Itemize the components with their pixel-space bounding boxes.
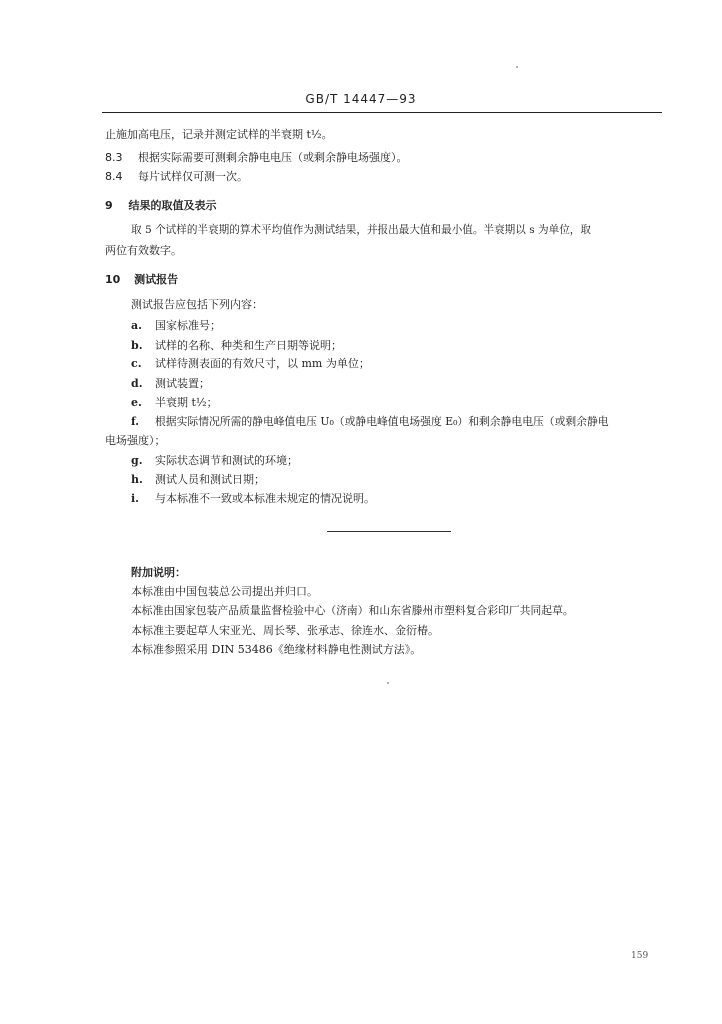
section-number: 8.4 bbox=[105, 170, 123, 183]
section-10-heading bbox=[105, 273, 178, 287]
report-item-e bbox=[131, 396, 218, 410]
report-item-f bbox=[131, 415, 609, 429]
section-number: 8.3 bbox=[105, 151, 123, 164]
item-label: i. bbox=[131, 492, 140, 505]
item-text: 测试人员和测试日期； bbox=[155, 473, 265, 486]
item-label: h. bbox=[131, 473, 143, 486]
scan-speck bbox=[387, 682, 389, 684]
item-text: 国家标准号； bbox=[155, 319, 221, 332]
header-rule bbox=[102, 112, 662, 113]
section-8-4 bbox=[105, 170, 248, 184]
section-text: 每片试样仅可测一次。 bbox=[138, 170, 248, 183]
report-item-a bbox=[131, 319, 221, 333]
separator-rule bbox=[327, 531, 451, 532]
report-intro: 测试报告应包括下列内容： bbox=[131, 298, 263, 311]
item-label: d. bbox=[131, 377, 143, 390]
standard-header: GB/T 14447—93 bbox=[305, 92, 417, 106]
section-9-paragraph-line-1: 取 5 个试样的半衰期的算术平均值作为测试结果，并报出最大值和最小值。半衰期以 s 为单位，取 bbox=[131, 224, 591, 236]
item-label: b. bbox=[131, 339, 143, 352]
notes-line: 本标准主要起草人宋亚光、周长琴、张承志、徐连水、金衍椿。 bbox=[131, 624, 439, 637]
report-item-b bbox=[131, 339, 342, 353]
notes-line: 本标准参照采用 DIN 53486《绝缘材料静电性测试方法》。 bbox=[131, 643, 422, 656]
notes-title: 附加说明： bbox=[131, 566, 186, 579]
section-number: 10 bbox=[105, 273, 121, 286]
item-text: 根据实际情况所需的静电峰值电压 U₀（或静电峰值电场强度 E₀）和剩余静电电压（或剩余静电 bbox=[155, 415, 609, 428]
item-label: f. bbox=[131, 415, 140, 428]
notes-line: 本标准由国家包装产品质量监督检验中心（济南）和山东省滕州市塑料复合彩印厂共同起草。 bbox=[131, 604, 574, 617]
report-item-f-continued: 电场强度）； bbox=[105, 434, 166, 447]
item-text: 半衰期 t½； bbox=[155, 396, 218, 409]
report-item-i bbox=[131, 492, 375, 506]
scan-speck bbox=[516, 66, 518, 68]
section-9-paragraph-line-2: 两位有效数字。 bbox=[105, 244, 182, 257]
item-label: g. bbox=[131, 454, 143, 467]
item-text: 与本标准不一致或本标准未规定的情况说明。 bbox=[155, 492, 375, 505]
continued-line: 止施加高电压，记录并测定试样的半衰期 t½。 bbox=[105, 128, 333, 141]
page-number: 159 bbox=[631, 951, 649, 961]
section-number: 9 bbox=[105, 199, 113, 212]
report-item-g bbox=[131, 454, 298, 468]
item-label: a. bbox=[131, 319, 142, 332]
report-item-d bbox=[131, 377, 210, 391]
section-title: 测试报告 bbox=[134, 273, 179, 286]
notes-line: 本标准由中国包装总公司提出并归口。 bbox=[131, 585, 318, 598]
item-text: 实际状态调节和测试的环境； bbox=[155, 454, 298, 467]
section-9-heading bbox=[105, 199, 217, 213]
report-item-h bbox=[131, 473, 265, 487]
item-label: e. bbox=[131, 396, 142, 409]
item-label: c. bbox=[131, 357, 142, 370]
item-text: 试样待测表面的有效尺寸，以 mm 为单位； bbox=[155, 357, 370, 370]
section-8-3 bbox=[105, 151, 408, 165]
section-text: 根据实际需要可测剩余静电电压（或剩余静电场强度）。 bbox=[138, 151, 408, 164]
report-item-c bbox=[131, 357, 370, 371]
item-text: 试样的名称、种类和生产日期等说明； bbox=[155, 339, 342, 352]
section-title: 结果的取值及表示 bbox=[128, 199, 217, 212]
item-text: 测试装置； bbox=[155, 377, 210, 390]
